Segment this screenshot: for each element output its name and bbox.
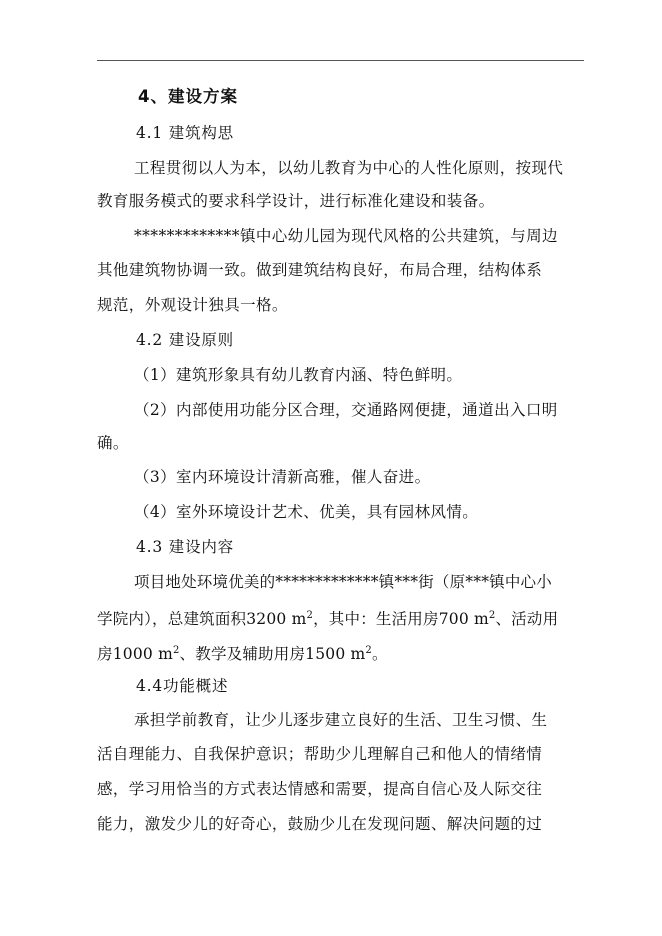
paragraph-3-line-3-part-b: 、教学及辅助用房1500 m: [179, 645, 366, 663]
paragraph-3-line-3: [97, 641, 388, 664]
principle-item-4: （4）室外环境设计艺术、优美，具有园林风情。: [134, 503, 479, 521]
section-4-3-heading: 4.3 建设内容: [136, 538, 234, 556]
principle-item-1: （1）建筑形象具有幼儿教育内涵、特色鲜明。: [134, 366, 463, 384]
section-4-4-heading: 4.4功能概述: [136, 677, 229, 695]
principle-item-2-line-2: 确。: [97, 434, 129, 452]
superscript-2: 2: [172, 645, 180, 656]
section-4-1-heading: 4.1 建筑构思: [136, 124, 234, 142]
section-4-2-heading: 4.2 建设原则: [136, 331, 234, 349]
paragraph-1-line-2: 教育服务模式的要求科学设计，进行标准化建设和装备。: [97, 192, 495, 210]
paragraph-3-line-2-part-a: 学院内），总建筑面积3200 m: [97, 610, 307, 628]
principle-item-3: （3）室内环境设计清新高雅，催人奋进。: [134, 468, 431, 486]
principle-item-2-line-1: （2）内部使用功能分区合理，交通路网便捷，通道出入口明: [134, 401, 558, 419]
superscript-2: 2: [488, 610, 496, 621]
section-heading: 4、建设方案: [138, 87, 238, 106]
paragraph-4-line-1: 承担学前教育，让少儿逐步建立良好的生活、卫生习惯、生: [134, 711, 548, 729]
paragraph-3-line-3-part-c: 。: [371, 645, 388, 663]
superscript-2: 2: [306, 610, 314, 621]
paragraph-4-line-2: 活自理能力、自我保护意识；帮助少儿理解自己和他人的情绪情: [97, 745, 543, 763]
paragraph-4-line-4: 能力，激发少儿的好奇心，鼓励少儿在发现问题、解决问题的过: [97, 815, 543, 833]
paragraph-2-line-1: *************镇中心幼儿园为现代风格的公共建筑，与周边: [134, 227, 558, 245]
paragraph-2-line-3: 规范，外观设计独具一格。: [97, 296, 288, 314]
paragraph-1-line-1: 工程贯彻以人为本，以幼儿教育为中心的人性化原则，按现代: [134, 159, 564, 177]
paragraph-3-line-1: 项目地处环境优美的*************镇***街（原***镇中心小: [134, 573, 552, 591]
paragraph-3-line-2-part-b: ，其中：生活用房700 m: [313, 610, 489, 628]
paragraph-2-line-2: 其他建筑物协调一致。做到建筑结构良好，布局合理，结构体系: [97, 261, 543, 279]
paragraph-3-line-3-part-a: 房1000 m: [97, 645, 173, 663]
superscript-2: 2: [365, 645, 372, 656]
paragraph-4-line-3: 感，学习用恰当的方式表达情感和需要，提高自信心及人际交往: [97, 780, 543, 798]
paragraph-3-line-2-part-c: 、活动用: [495, 610, 559, 628]
header-rule: [97, 60, 584, 61]
paragraph-3-line-2: [97, 606, 558, 629]
